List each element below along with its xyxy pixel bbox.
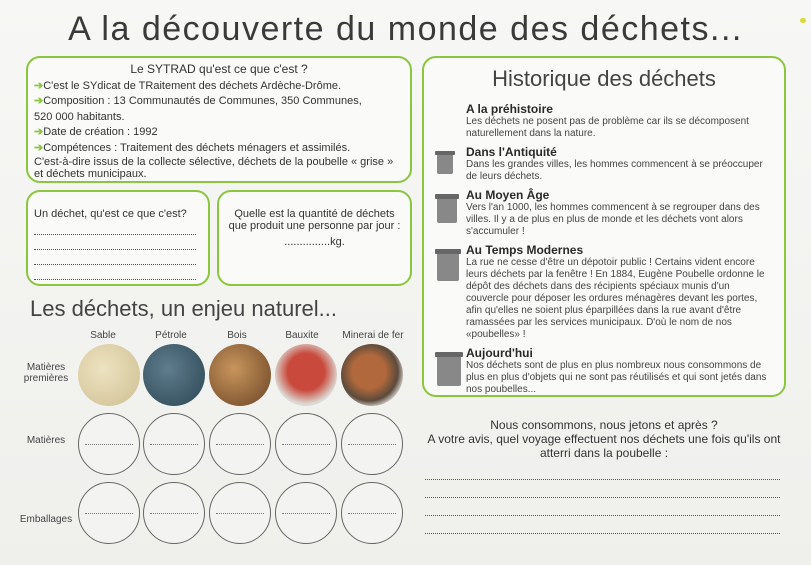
row-label-matieres-premieres: Matières premières: [23, 362, 69, 384]
sytrad-line: ➔Composition : 13 Communautés de Communes, 350 Communes,: [34, 95, 362, 107]
page-title: A la découverte du monde des déchets...: [68, 10, 743, 48]
trash-bin-icon: [434, 149, 456, 175]
history-item: [434, 188, 774, 238]
sytrad-line: ➔Compétences : Traitement des déchets ménagers et assimilés.: [34, 141, 351, 154]
petrole-photo: [143, 344, 205, 406]
history-item-text: Dans les grandes villes, les hommes commencent à se préoccuper de leurs déchets.: [466, 159, 763, 182]
trash-bin-icon: [434, 350, 464, 388]
history-item-title: Dans l'Antiquité: [466, 145, 557, 159]
answer-circle[interactable]: [341, 482, 403, 544]
answer-circle[interactable]: [78, 413, 140, 475]
answer-line[interactable]: [34, 250, 196, 265]
answer-circle[interactable]: [209, 413, 271, 475]
bois-photo: [209, 344, 271, 406]
question-voyage-line1: Nous consommons, nous jetons et après ?: [490, 418, 718, 432]
history-item: [434, 102, 774, 140]
answer-circle[interactable]: [143, 482, 205, 544]
history-item: [434, 346, 774, 396]
arrow-icon: ➔: [34, 126, 44, 138]
answer-circle[interactable]: [275, 413, 337, 475]
bauxite-photo: [275, 344, 337, 406]
arrow-icon: ➔: [34, 141, 44, 154]
history-item-text: Nos déchets sont de plus en plus nombreux nous consommons de plus en plus d'objets qui ne sont pas réutilisés et qui sont jetés dans nos poubelles...: [466, 360, 767, 395]
sytrad-heading: Le SYTRAD qu'est ce que c'est ?: [130, 62, 308, 76]
arrow-icon: ➔: [34, 95, 44, 107]
trash-bin-icon: [434, 192, 460, 224]
sytrad-line: et déchets municipaux.: [34, 168, 147, 180]
answer-line[interactable]: [34, 235, 196, 250]
sytrad-line: 520 000 habitants.: [34, 110, 125, 123]
sytrad-line: ➔Date de création : 1992: [34, 126, 158, 138]
row-label-matieres: Matières: [26, 435, 66, 446]
answer-circle[interactable]: [143, 413, 205, 475]
question-voyage-line2: A votre avis, quel voyage effectuent nos déchets une fois qu'ils ont atterri dans la poubelle :: [427, 432, 781, 460]
section-heading-naturel: Les déchets, un enjeu naturel...: [30, 296, 337, 321]
answer-circle[interactable]: [78, 482, 140, 544]
column-label: Bauxite: [285, 330, 319, 341]
history-item: [434, 243, 774, 341]
history-item-text: Les déchets ne posent pas de problème car ils se décomposent naturellement dans la nature.: [466, 116, 749, 139]
answer-line[interactable]: [34, 220, 196, 235]
sytrad-box: [26, 56, 412, 183]
historique-heading: Historique des déchets: [492, 66, 716, 91]
history-item-text: Vers l'an 1000, les hommes commencent à se regrouper dans des villes. Il y a de plus en plus de monde et les déchets vont alors s'accumuler !: [466, 202, 760, 237]
trash-bin-icon: [434, 247, 462, 283]
quantite-answer[interactable]: ...............kg.: [284, 236, 345, 248]
column-label: Minerai de fer: [342, 330, 404, 341]
history-item: [434, 145, 774, 183]
voyage-answer-lines: [425, 462, 780, 534]
minerai-photo: [341, 344, 403, 406]
question-dechet-box: [26, 190, 210, 286]
historique-box: [422, 56, 786, 397]
answer-line[interactable]: [425, 462, 780, 480]
answer-line[interactable]: [425, 498, 780, 516]
answer-circle[interactable]: [341, 413, 403, 475]
history-item-title: Au Moyen Âge: [466, 188, 550, 202]
answer-circle[interactable]: [275, 482, 337, 544]
sytrad-line: C'est-à-dire issus de la collecte sélective, déchets de la poubelle « grise »: [34, 156, 394, 168]
column-label: Sable: [90, 330, 116, 341]
history-item-text: La rue ne cesse d'être un dépotoir public ! Certains vident encore leurs déchets par la fenêtre ! En 1884, Eugène Poubelle ordonne le dépôt des déchets dans des récipients spéciaux munis d'un couvercle pour déposer les ordures ménagères devant les portes, afin qu'elles ne soient plus éparpillées dans la rue avant d'être ramassées par les services municipaux. D'où le nom de nos «poubelles» !: [466, 257, 765, 340]
arrow-icon: ➔: [34, 79, 44, 92]
history-item-title: A la préhistoire: [466, 102, 553, 116]
sytrad-line: ➔C'est le SYdicat de TRaitement des déchets Ardèche-Drôme.: [34, 79, 342, 92]
answer-line[interactable]: [34, 265, 196, 280]
question-voyage: [422, 418, 786, 460]
column-label: Bois: [227, 330, 247, 341]
question-dechet-label: Un déchet, qu'est ce que c'est?: [34, 208, 187, 220]
history-item-title: Au Temps Modernes: [466, 243, 584, 257]
question-quantite-box: [217, 190, 412, 286]
sable-photo: [78, 344, 140, 406]
column-label: Pétrole: [155, 330, 187, 341]
history-item-title: Aujourd'hui: [466, 346, 533, 360]
answer-line[interactable]: [425, 480, 780, 498]
row-label-emballages: Emballages: [19, 514, 73, 525]
question-quantite-label: Quelle est la quantité de déchets que produit une personne par jour :: [228, 208, 401, 232]
answer-circle[interactable]: [209, 482, 271, 544]
answer-line[interactable]: [425, 516, 780, 534]
